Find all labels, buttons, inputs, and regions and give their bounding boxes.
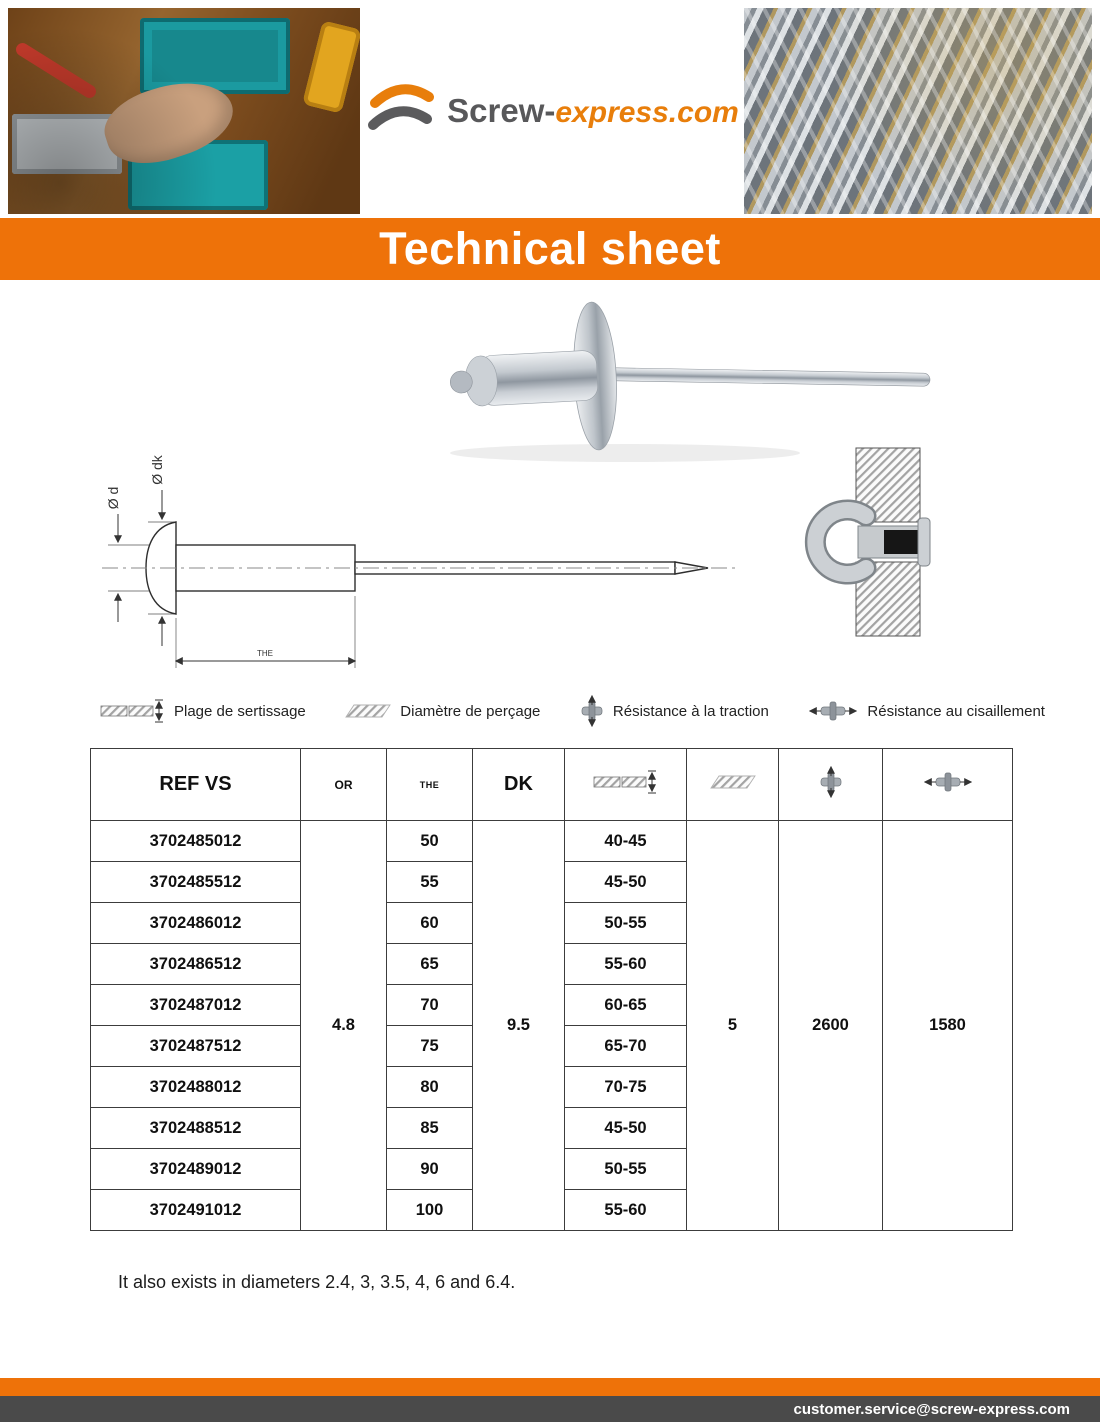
- ref-cell: 3702486512: [91, 944, 301, 985]
- or-header: OR: [301, 749, 387, 821]
- rivet-flange: [918, 518, 930, 566]
- crimp-cell: 45-50: [565, 1108, 687, 1149]
- technical-drawing: [90, 418, 750, 703]
- legend-label: Diamètre de perçage: [400, 702, 541, 720]
- or-merged-cell: 4.8: [301, 821, 387, 1231]
- footer-accent-stripe: [0, 1378, 1100, 1396]
- shear-header: [883, 749, 1013, 821]
- crimp-cell: 55-60: [565, 1190, 687, 1231]
- tensile-merged-cell: 2600: [779, 821, 883, 1231]
- crimp-range-header: [565, 749, 687, 821]
- logo-text-primary: Screw-: [447, 92, 556, 129]
- crimp-cell: 60-65: [565, 985, 687, 1026]
- shear-strength-icon: [807, 698, 859, 724]
- dk-merged-cell: 9.5: [473, 821, 565, 1231]
- tensile-strength-icon: [579, 693, 605, 729]
- legend-label: Résistance à la traction: [612, 702, 769, 720]
- organizer-box: [140, 18, 290, 94]
- hand: [96, 68, 242, 177]
- drill-diameter-icon: [709, 773, 757, 791]
- parts-tray: [12, 114, 122, 174]
- availability-note: It also exists in diameters 2.4, 3, 3.5, 4, 6 and 6.4.: [118, 1272, 516, 1292]
- drill-diameter-header: [687, 749, 779, 821]
- drill-merged-cell: 5: [687, 821, 779, 1231]
- crimp-range-icon: [593, 769, 659, 795]
- the-cell: 80: [387, 1067, 473, 1108]
- workbench-photo: [8, 8, 360, 214]
- header-row: [91, 749, 1013, 821]
- drill-diameter-icon: [344, 702, 392, 720]
- screwdriver: [14, 41, 99, 101]
- the-cell: 90: [387, 1149, 473, 1190]
- tensile-header: [779, 749, 883, 821]
- ref-header: REF VS: [91, 749, 301, 821]
- crimp-cell: 50-55: [565, 903, 687, 944]
- dim-label-d: Ø d: [105, 486, 121, 510]
- organizer-box: [128, 140, 268, 210]
- legend-item: [100, 698, 306, 724]
- the-header: THE: [387, 749, 473, 821]
- spec-table: [90, 748, 1013, 1231]
- ref-cell: 3702489012: [91, 1149, 301, 1190]
- drill-tool: [302, 20, 360, 113]
- crimp-cell: 65-70: [565, 1026, 687, 1067]
- the-cell: 60: [387, 903, 473, 944]
- the-cell: 55: [387, 862, 473, 903]
- tensile-strength-icon: [818, 762, 844, 802]
- legend-item: [807, 698, 1045, 724]
- contact-email-link[interactable]: customer.service@screw-express.com: [793, 1400, 1070, 1418]
- crimp-cell: 45-50: [565, 862, 687, 903]
- shear-strength-icon: [922, 769, 974, 795]
- legend-item: [579, 693, 769, 729]
- the-cell: 85: [387, 1108, 473, 1149]
- legend-label: Plage de sertissage: [174, 702, 306, 720]
- crimp-cell: 55-60: [565, 944, 687, 985]
- ref-cell: 3702485012: [91, 821, 301, 862]
- legend: [100, 694, 1045, 728]
- broken-mandrel: [884, 530, 920, 554]
- crimp-cell: 70-75: [565, 1067, 687, 1108]
- logo-text: [447, 92, 739, 130]
- grip-section-diagram: [800, 442, 950, 642]
- table-row: [91, 821, 1013, 862]
- brand-logo: [360, 8, 744, 214]
- shear-merged-cell: 1580: [883, 821, 1013, 1231]
- screws-pile-photo: [744, 8, 1092, 214]
- the-cell: 75: [387, 1026, 473, 1067]
- dk-header: DK: [473, 749, 565, 821]
- ref-cell: 3702488012: [91, 1067, 301, 1108]
- legend-label: Résistance au cisaillement: [867, 702, 1045, 720]
- crimp-range-icon: [100, 698, 166, 724]
- ref-cell: 3702488512: [91, 1108, 301, 1149]
- title-banner: [0, 218, 1100, 280]
- the-cell: 50: [387, 821, 473, 862]
- the-cell: 70: [387, 985, 473, 1026]
- logo-text-secondary: express.com: [555, 96, 739, 129]
- footer-bar: [0, 1396, 1100, 1422]
- page-title: Technical sheet: [379, 223, 721, 274]
- the-cell: 65: [387, 944, 473, 985]
- crimp-cell: 40-45: [565, 821, 687, 862]
- the-cell: 100: [387, 1190, 473, 1231]
- crimp-cell: 50-55: [565, 1149, 687, 1190]
- dim-label-the: THE: [257, 649, 273, 658]
- ref-cell: 3702487012: [91, 985, 301, 1026]
- dim-label-dk: Ø dk: [149, 455, 165, 485]
- ref-cell: 3702487512: [91, 1026, 301, 1067]
- legend-item: [344, 702, 540, 720]
- ref-cell: 3702491012: [91, 1190, 301, 1231]
- ref-cell: 3702486012: [91, 903, 301, 944]
- ref-cell: 3702485512: [91, 862, 301, 903]
- screw-express-logo-icon: [365, 83, 437, 139]
